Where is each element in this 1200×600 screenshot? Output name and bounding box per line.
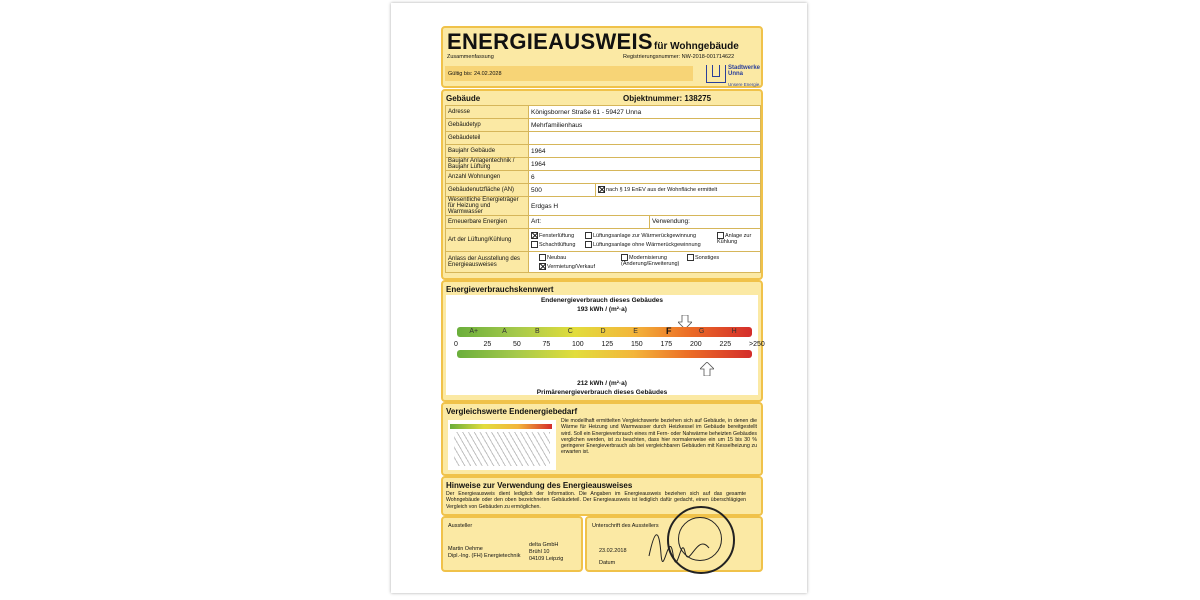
vent-option-no-recovery: Lüftungsanlage ohne Wärmerückgewinnung bbox=[585, 241, 701, 248]
energy-carrier-label: Wesentliche Energieträger für Heizung und Warmwasser bbox=[446, 197, 529, 216]
energy-class-label: A bbox=[502, 328, 507, 335]
row-label: Anzahl Wohnungen bbox=[446, 171, 529, 184]
building-section-title: Gebäude bbox=[446, 94, 481, 103]
notes-text: Der Energieausweis dient lediglich der Information. Die Angaben im Energieausweis beziehen sich auf das gesamte Wohngebäude oder den oben bezeichneten Gebäudeteil. Der Energieausweis ist lediglich dafür gedacht, einen überschlägigen Vergleich von Gebäuden zu ermöglichen. bbox=[446, 491, 746, 510]
building-type-value: Mehrfamilienhaus bbox=[529, 119, 761, 132]
area-note: nach § 19 EnEV aus der Wohnfläche ermittelt bbox=[606, 187, 718, 194]
energy-tick-label: 25 bbox=[483, 341, 492, 348]
issuer-city: 04109 Leipzig bbox=[529, 556, 564, 562]
renewable-label: Erneuerbare Energien bbox=[446, 216, 529, 229]
document-title: ENERGIEAUSWEIS bbox=[447, 29, 653, 54]
vent-option-window: Fensterlüftung bbox=[531, 232, 574, 239]
issuer-street: Brühl 10 bbox=[529, 549, 550, 555]
apartments-value: 6 bbox=[529, 171, 761, 184]
comparison-scale-bar bbox=[450, 424, 552, 429]
energy-class-label: F bbox=[666, 326, 672, 336]
header-panel bbox=[441, 26, 763, 88]
table-row bbox=[446, 171, 761, 184]
energy-certificate-page bbox=[391, 3, 807, 593]
checkbox-icon bbox=[621, 254, 628, 261]
energy-tick-label: 50 bbox=[513, 341, 521, 348]
checkbox-checked-icon bbox=[531, 232, 538, 239]
energy-class-label: E bbox=[633, 328, 638, 335]
consumption-panel bbox=[441, 280, 763, 402]
row-label: Gebäudeteil bbox=[446, 132, 529, 145]
energy-class-label: H bbox=[731, 328, 737, 335]
energy-tick-label: 100 bbox=[572, 341, 584, 348]
final-energy-label: Endenergieverbrauch dieses Gebäudes bbox=[540, 297, 664, 304]
table-row bbox=[446, 184, 761, 197]
consumption-section-title: Energieverbrauchskennwert bbox=[446, 285, 554, 294]
building-table bbox=[445, 105, 761, 273]
area-value: 500 bbox=[529, 184, 596, 197]
ventilation-options bbox=[529, 229, 761, 252]
reason-rent-sale: Vermietung/Verkauf bbox=[539, 263, 595, 270]
signature-label: Unterschrift des Ausstellers bbox=[592, 523, 659, 529]
comparison-labels-graphic bbox=[454, 432, 550, 466]
checkbox-icon bbox=[539, 254, 546, 261]
construction-year-value: 1964 bbox=[529, 145, 761, 158]
energy-tick-label: 0 bbox=[454, 341, 458, 348]
primary-energy-value: 212 kWh / (m²·a) bbox=[577, 380, 627, 387]
primary-energy-arrow-icon bbox=[700, 362, 714, 376]
address-value: Königsborner Straße 61 - 59427 Unna bbox=[529, 106, 761, 119]
table-row bbox=[446, 197, 761, 216]
issuer-panel bbox=[441, 516, 583, 572]
row-label: Baujahr Anlagentechnik / Baujahr Lüftung bbox=[446, 158, 529, 171]
comparison-chart-thumbnail bbox=[448, 420, 556, 470]
energy-class-label: D bbox=[600, 328, 606, 335]
energy-tick-label: 150 bbox=[631, 341, 643, 348]
building-panel bbox=[441, 89, 763, 280]
energy-carrier-value: Erdgas H bbox=[529, 197, 761, 216]
notes-section-title: Hinweise zur Verwendung des Energieausweises bbox=[446, 481, 633, 490]
date-label: Datum bbox=[599, 560, 616, 566]
energy-tick-label: 200 bbox=[690, 341, 702, 348]
document-subtitle: für Wohngebäude bbox=[654, 41, 739, 52]
comparison-panel bbox=[441, 402, 763, 476]
energy-tick-label: 75 bbox=[542, 341, 551, 348]
primary-energy-label: Primärenergieverbrauch dieses Gebäudes bbox=[536, 389, 668, 396]
issuer-title: Dipl.-Ing. (FH) Energietechnik bbox=[448, 553, 521, 559]
stadtwerke-logo bbox=[706, 65, 761, 87]
logo-mark-icon bbox=[706, 65, 726, 83]
reason-options bbox=[529, 252, 761, 273]
logo-name: Stadtwerke Unna bbox=[728, 65, 761, 77]
table-row bbox=[446, 229, 761, 252]
table-row bbox=[446, 252, 761, 273]
table-row bbox=[446, 145, 761, 158]
checkbox-icon bbox=[585, 241, 592, 248]
issuer-company: delta GmbH bbox=[529, 542, 559, 548]
vent-option-cooling: Anlage zur Kühlung bbox=[717, 232, 752, 245]
table-row bbox=[446, 132, 761, 145]
primary-energy-scale-bar bbox=[457, 350, 752, 358]
checkbox-icon bbox=[585, 232, 592, 239]
table-row bbox=[446, 119, 761, 132]
reason-modernisation: Modernisierung (Änderung/Erweiterung) bbox=[621, 254, 680, 267]
reason-label: Anlass der Ausstellung des Energieausweises bbox=[446, 252, 529, 273]
vent-option-shaft: Schachtlüftung bbox=[531, 241, 575, 248]
energy-tick-label: 125 bbox=[601, 341, 614, 348]
checkbox-checked-icon bbox=[598, 186, 605, 193]
building-part-value bbox=[529, 132, 761, 145]
row-label: Baujahr Gebäude bbox=[446, 145, 529, 158]
energy-class-label: G bbox=[698, 328, 705, 335]
signature-date: 23.02.2018 bbox=[599, 548, 627, 554]
issuer-label: Aussteller bbox=[448, 523, 473, 529]
summary-label: Zusammenfassung bbox=[447, 54, 494, 60]
ventilation-label: Art der Lüftung/Kühlung bbox=[446, 229, 529, 252]
renewable-use: Verwendung: bbox=[650, 216, 761, 229]
reason-other: Sonstiges bbox=[687, 254, 719, 261]
energy-class-label: B bbox=[534, 328, 540, 335]
row-label: Adresse bbox=[446, 106, 529, 119]
energy-class-label: C bbox=[567, 328, 573, 335]
final-energy-value: 193 kWh / (m²·a) bbox=[577, 306, 627, 313]
comparison-section-title: Vergleichswerte Endenergiebedarf bbox=[446, 407, 578, 416]
checkbox-checked-icon bbox=[539, 263, 546, 270]
checkbox-icon bbox=[531, 241, 538, 248]
area-note-cell bbox=[596, 184, 761, 197]
system-year-value: 1964 bbox=[529, 158, 761, 171]
energy-tick-label: 175 bbox=[660, 341, 673, 348]
comparison-text: Die modellhaft ermittelten Vergleichswerte beziehen sich auf Gebäude, in denen die Wärme für Heizung und Warmwasser durch Heizkessel im Gebäude bereitgestellt wird. Soll ein Energieverbrauch eines mit Fern- oder Nahwärme beheizten Gebäudes verglichen werden, ist zu beachten, dass hier normalerweise ein um 15 bis 30 % geringerer Energieverbrauch als bei vergleichbaren Gebäuden mit Kesselheizung zu erwarten ist. bbox=[561, 418, 757, 456]
renewable-art: Art: bbox=[529, 216, 650, 229]
table-row bbox=[446, 158, 761, 171]
energy-tick-label: >250 bbox=[749, 341, 765, 348]
table-row bbox=[446, 216, 761, 229]
checkbox-icon bbox=[717, 232, 724, 239]
vent-option-recovery: Lüftungsanlage zur Wärmerückgewinnung bbox=[585, 232, 696, 239]
table-row bbox=[446, 106, 761, 119]
area-label: Gebäudenutzfläche (AN) bbox=[446, 184, 529, 197]
issuer-name: Martin Oehme bbox=[448, 546, 483, 552]
valid-until: Gültig bis: 24.02.2028 bbox=[448, 71, 502, 77]
company-stamp-icon bbox=[667, 506, 735, 574]
row-label: Gebäudetyp bbox=[446, 119, 529, 132]
logo-slogan: Unsere Energie. bbox=[728, 82, 761, 87]
registration-number: Registrierungsnummer: NW-2018-001714622 bbox=[623, 54, 735, 60]
reason-new-build: Neubau bbox=[539, 254, 566, 261]
checkbox-icon bbox=[687, 254, 694, 261]
object-number: Objektnummer: 138275 bbox=[623, 94, 712, 103]
energy-tick-label: 225 bbox=[719, 341, 732, 348]
energy-class-label: A+ bbox=[469, 328, 479, 335]
